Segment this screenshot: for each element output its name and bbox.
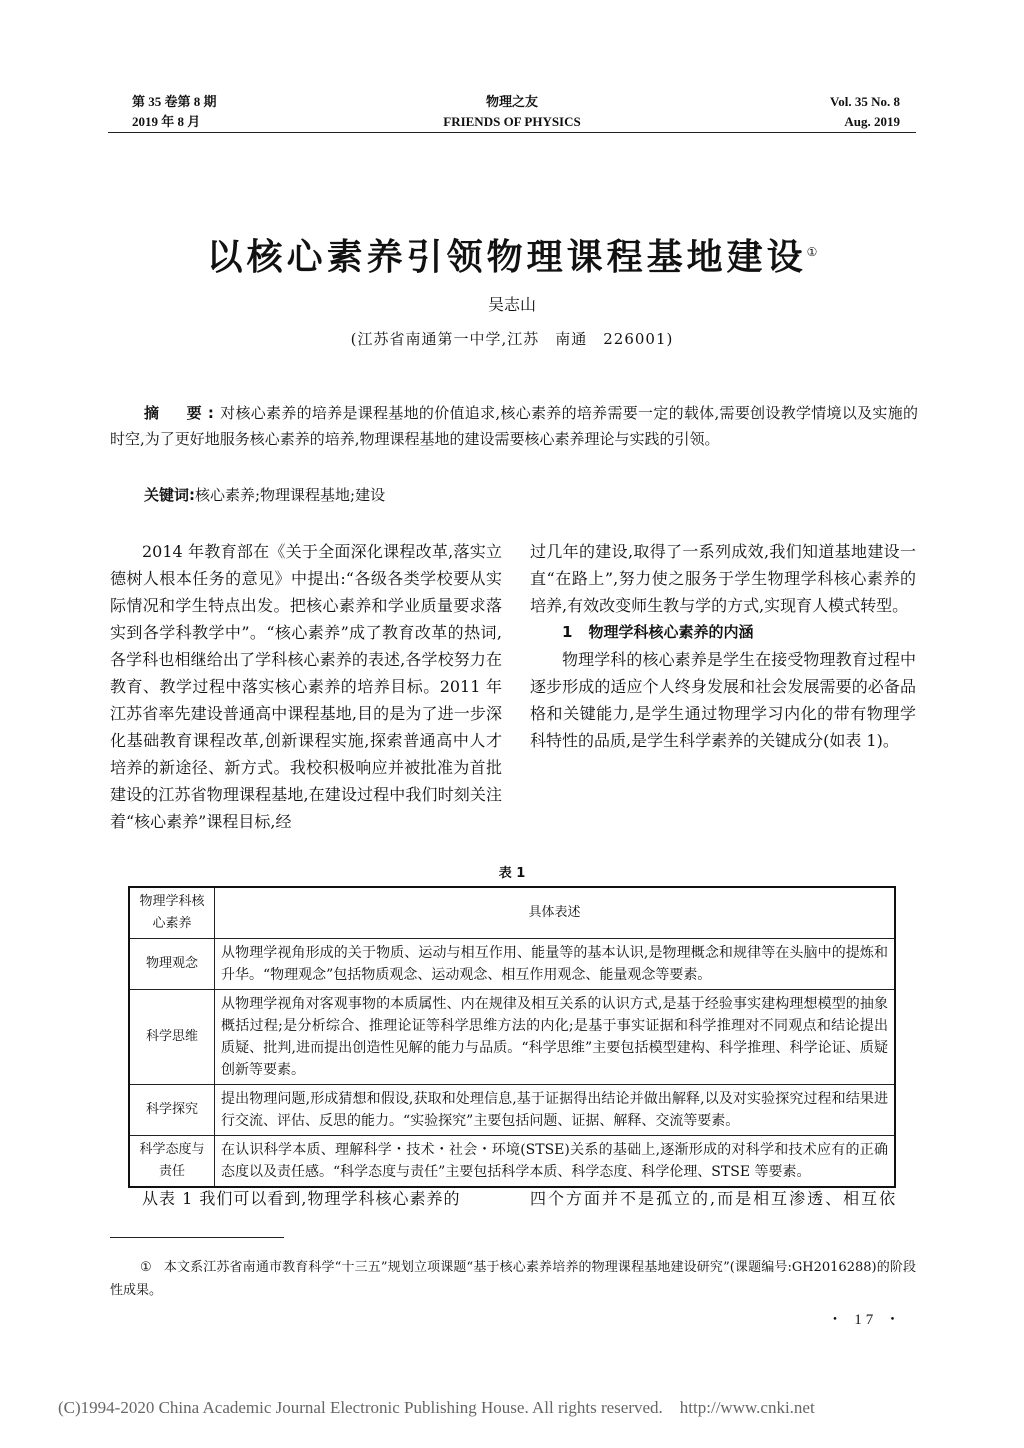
- body-paragraph: 物理学科的核心素养是学生在接受物理教育过程中逐步形成的适应个人终身发展和社会发展需要的必备品格和关键能力,是学生通过物理学习内化的带有物理学科特性的品质,是学生科学素养的关键成分(如表 1)。: [530, 650, 916, 750]
- article-title-text: 以核心素养引领物理课程基地建设: [206, 236, 807, 278]
- journal-name-cn: 物理之友: [485, 94, 538, 109]
- footnote-marker: ①: [140, 1260, 152, 1275]
- volume-issue: 第 35 卷第 8 期: [132, 94, 217, 109]
- body-left-column: 2014 年教育部在《关于全面深化课程改革,落实立德树人根本任务的意见》中提出:“各级各类学校要从实际情况和学生特点出发。把核心素养和学业质量要求落实到各学科教学中”。“核心素养”成了教育改革的热词,各学科也相继给出了学科核心素养的表述,各学校努力在教育、教学过程中落实核心素养的培养目标。2011 年江苏省率先建设普通高中课程基地,目的是为了进一步深化基础教育课程改革,创新课程实施,探索普通高中人才培养的新途径、新方式。我校积极响应并被批准为首批建设的江苏省物理课程基地,在建设过程中我们时刻关注着“核心素养”课程目标,经: [110, 542, 502, 831]
- table-row: [129, 1085, 895, 1136]
- journal-name-en: FRIENDS OF PHYSICS: [443, 114, 581, 129]
- publication-date: 2019 年 8 月: [132, 114, 201, 129]
- publication-date-en: Aug. 2019: [844, 114, 900, 129]
- author-affiliation: (江苏省南通第一中学,江苏 南通 226001): [350, 330, 674, 348]
- table-row: [129, 1136, 895, 1188]
- keywords: [144, 484, 385, 505]
- author-name: 吴志山: [487, 295, 536, 314]
- keywords-label: 关键词:: [144, 486, 195, 504]
- section-heading: [530, 619, 916, 646]
- table-cell-category: 物理观念: [129, 939, 215, 990]
- footnote-text: 本文系江苏省南通市教育科学“十三五”规划立项课题“基于核心素养培养的物理课程基地建设研究”(课题编号:GH2016288)的阶段性成果。: [110, 1260, 917, 1298]
- running-header-left: [132, 92, 217, 132]
- abstract-label: 摘 要:: [144, 404, 220, 422]
- table-cell-description: 提出物理问题,形成猜想和假设,获取和处理信息,基于证据得出结论并做出解释,以及对实验探究过程和结果进行交流、评估、反思的能力。“实验探究”主要包括问题、证据、解释、交流等要素。: [215, 1085, 896, 1136]
- table-cell-category: 科学思维: [129, 990, 215, 1085]
- article-title: [110, 230, 914, 279]
- table-header-row: [129, 887, 895, 939]
- table-cell-description: 在认识科学本质、理解科学・技术・社会・环境(STSE)关系的基础上,逐渐形成的对科学和技术应有的正确态度以及责任感。“科学态度与责任”主要包括科学本质、科学态度、科学伦理、STSE 等要素。: [215, 1136, 896, 1188]
- running-header-center: [412, 92, 612, 132]
- keywords-text: 核心素养;物理课程基地;建设: [195, 486, 386, 504]
- header-rule: [108, 132, 916, 133]
- body-continuation-right: 四个方面并不是孤立的,而是相互渗透、相互依: [530, 1189, 898, 1208]
- table-row: [129, 939, 895, 990]
- section-number: 1: [562, 623, 573, 641]
- section-title: 物理学科核心素养的内涵: [588, 623, 754, 641]
- table-caption: 表 1: [498, 866, 526, 881]
- table-row: [129, 990, 895, 1085]
- table-header-category: 物理学科核心素养: [129, 887, 215, 939]
- abstract: [110, 400, 918, 452]
- running-header-right: [830, 92, 900, 132]
- body-right-column: [530, 538, 916, 754]
- table-cell-category: 科学探究: [129, 1085, 215, 1136]
- copyright-notice: (C)1994-2020 China Academic Journal Electronic Publishing House. All rights reserved. http://www.cnki.net: [58, 1398, 815, 1417]
- body-continuation-left: 从表 1 我们可以看到,物理学科核心素养的: [142, 1189, 461, 1208]
- core-literacy-table: [128, 886, 896, 1188]
- body-paragraph: 过几年的建设,取得了一系列成效,我们知道基地建设一直“在路上”,努力使之服务于学生物理学科核心素养的培养,有效改变师生教与学的方式,实现育人模式转型。: [530, 542, 916, 615]
- page-number: ・ 17 ・: [827, 1312, 904, 1328]
- table-cell-category: 科学态度与责任: [129, 1136, 215, 1188]
- footnote-rule: [110, 1237, 284, 1238]
- title-footnote-marker: ①: [806, 245, 818, 259]
- table-cell-description: 从物理学视角对客观事物的本质属性、内在规律及相互关系的认识方式,是基于经验事实建构理想模型的抽象概括过程;是分析综合、推理论证等科学思维方法的内化;是基于事实证据和科学推理对不同观点和结论提出质疑、批判,进而提出创造性见解的能力与品质。“科学思维”主要包括模型建构、科学推理、科学论证、质疑创新等要素。: [215, 990, 896, 1085]
- table-cell-description: 从物理学视角形成的关于物质、运动与相互作用、能量等的基本认识,是物理概念和规律等在头脑中的提炼和升华。“物理观念”包括物质观念、运动观念、相互作用观念、能量观念等要素。: [215, 939, 896, 990]
- volume-issue-en: Vol. 35 No. 8: [830, 94, 900, 109]
- footnote: [110, 1256, 916, 1302]
- table-header-description: 具体表述: [215, 887, 896, 939]
- abstract-text: 对核心素养的培养是课程基地的价值追求,核心素养的培养需要一定的载体,需要创设教学情境以及实施的时空,为了更好地服务核心素养的培养,物理课程基地的建设需要核心素养理论与实践的引领。: [110, 404, 919, 448]
